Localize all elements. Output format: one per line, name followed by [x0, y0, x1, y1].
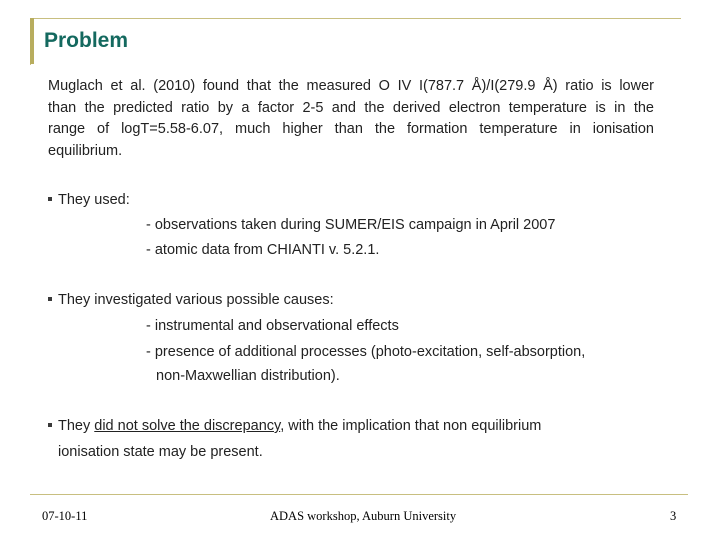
- slide-title: Problem: [44, 29, 129, 52]
- square-bullet-icon: [48, 297, 52, 301]
- paragraph-line: equilibrium.: [48, 142, 123, 159]
- square-bullet-icon: [48, 423, 52, 427]
- footer-date: 07-10-11: [42, 509, 88, 523]
- page-number: 3: [670, 509, 677, 523]
- bullet-prefix: They: [58, 418, 95, 434]
- bullet-text: They investigated various possible causes:: [58, 292, 334, 308]
- sub-item: - observations taken during SUMER/EIS campaign in April 2007: [146, 217, 556, 233]
- paragraph-line: Muglach et al. (2010) found that the measured O IV I(787.7 Å)/I(279.9 Å) ratio is lower: [48, 78, 654, 94]
- bullet-they-used: [48, 192, 130, 208]
- bullet-continuation: ionisation state may be present.: [58, 444, 263, 460]
- footer-center-text: ADAS workshop, Auburn University: [270, 509, 457, 523]
- bullet-suffix: , with the implication that non equilibrium: [280, 418, 542, 434]
- paragraph-line: range of logT=5.58-6.07, much higher than the formation temperature in ionisation: [48, 121, 654, 137]
- sub-item: - atomic data from CHIANTI v. 5.2.1.: [146, 242, 380, 258]
- title-accent-bar: [30, 18, 34, 64]
- bullet-conclusion: [48, 418, 541, 434]
- underlined-phrase: did not solve the discrepancy: [94, 418, 281, 434]
- sub-item: - presence of additional processes (photo-excitation, self-absorption,: [146, 344, 586, 360]
- sub-item: - instrumental and observational effects: [146, 318, 399, 334]
- footer-divider: [30, 494, 688, 495]
- paragraph-line: than the predicted ratio by a factor 2-5 and the derived electron temperature is in the: [48, 99, 654, 116]
- bullet-text: They used:: [58, 192, 130, 208]
- square-bullet-icon: [48, 197, 52, 201]
- bullet-causes: [48, 292, 334, 308]
- intro-paragraph: [48, 76, 654, 162]
- sub-item: non-Maxwellian distribution).: [156, 368, 340, 384]
